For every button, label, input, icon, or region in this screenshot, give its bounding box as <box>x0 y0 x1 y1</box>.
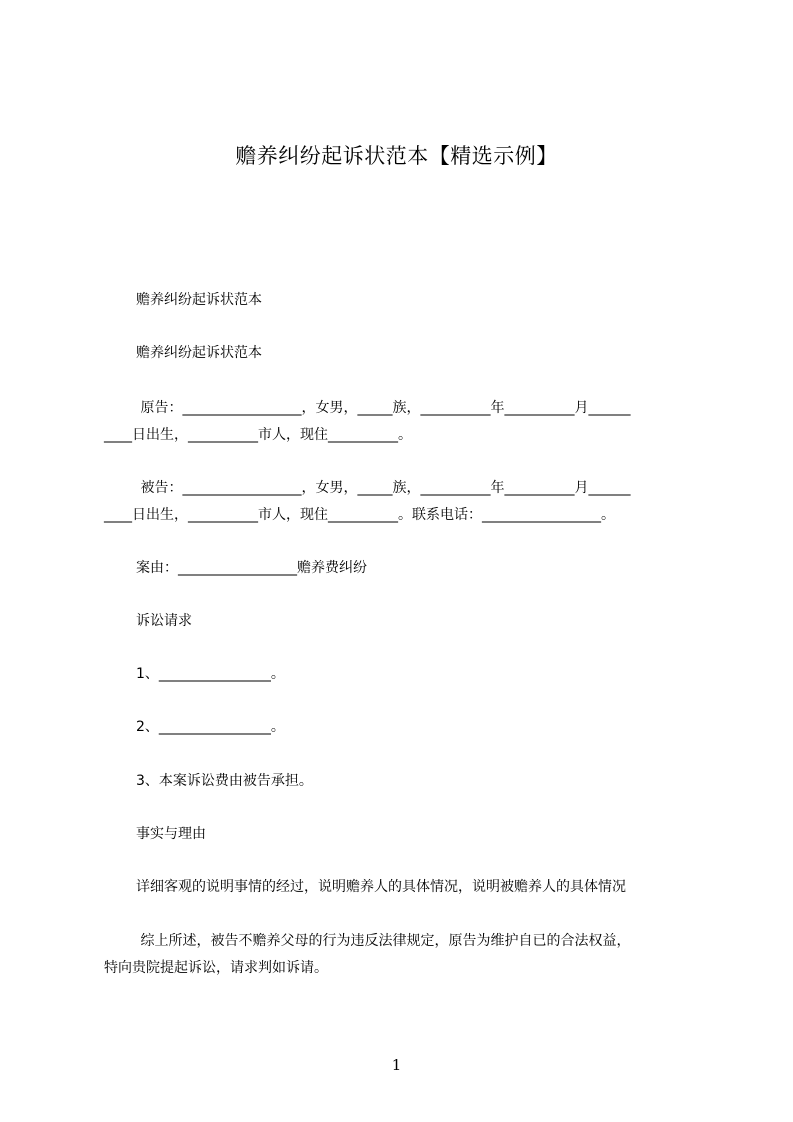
facts-description: 详细客观的说明事情的经过，说明赡养人的具体情况，说明被赡养人的具体情况 <box>136 879 626 895</box>
claim-item-2: 2、________________。 <box>136 719 285 735</box>
plaintiff-info-line-1: 原告：_________________，女男，_____族，__________年__________月______ <box>136 400 631 416</box>
defendant-info-line-2: ____日出生，__________市人，现住__________。联系电话：_________________。 <box>104 507 615 523</box>
case-cause: 案由：_________________赡养费纠纷 <box>136 560 367 576</box>
conclusion-line-2: 特向贵院提起诉讼，请求判如诉请。 <box>104 960 328 976</box>
defendant-info-line-1: 被告：_________________，女男，_____族，__________年__________月______ <box>136 480 631 496</box>
heading-line-1: 赡养纠纷起诉状范本 <box>136 292 262 308</box>
heading-line-2: 赡养纠纷起诉状范本 <box>136 345 262 361</box>
claim-item-3: 3、本案诉讼费由被告承担。 <box>136 773 313 789</box>
claims-heading: 诉讼请求 <box>136 613 192 629</box>
conclusion-line-1: 综上所述，被告不赡养父母的行为违反法律规定，原告为维护自已的合法权益， <box>136 933 631 949</box>
page-number: 1 <box>391 1056 402 1074</box>
claim-item-1: 1、________________。 <box>136 666 285 682</box>
document-title: 赡养纠纷起诉状范本【精选示例】 <box>235 144 558 168</box>
plaintiff-info-line-2: ____日出生，__________市人，现住__________。 <box>104 427 412 443</box>
facts-heading: 事实与理由 <box>136 826 206 842</box>
